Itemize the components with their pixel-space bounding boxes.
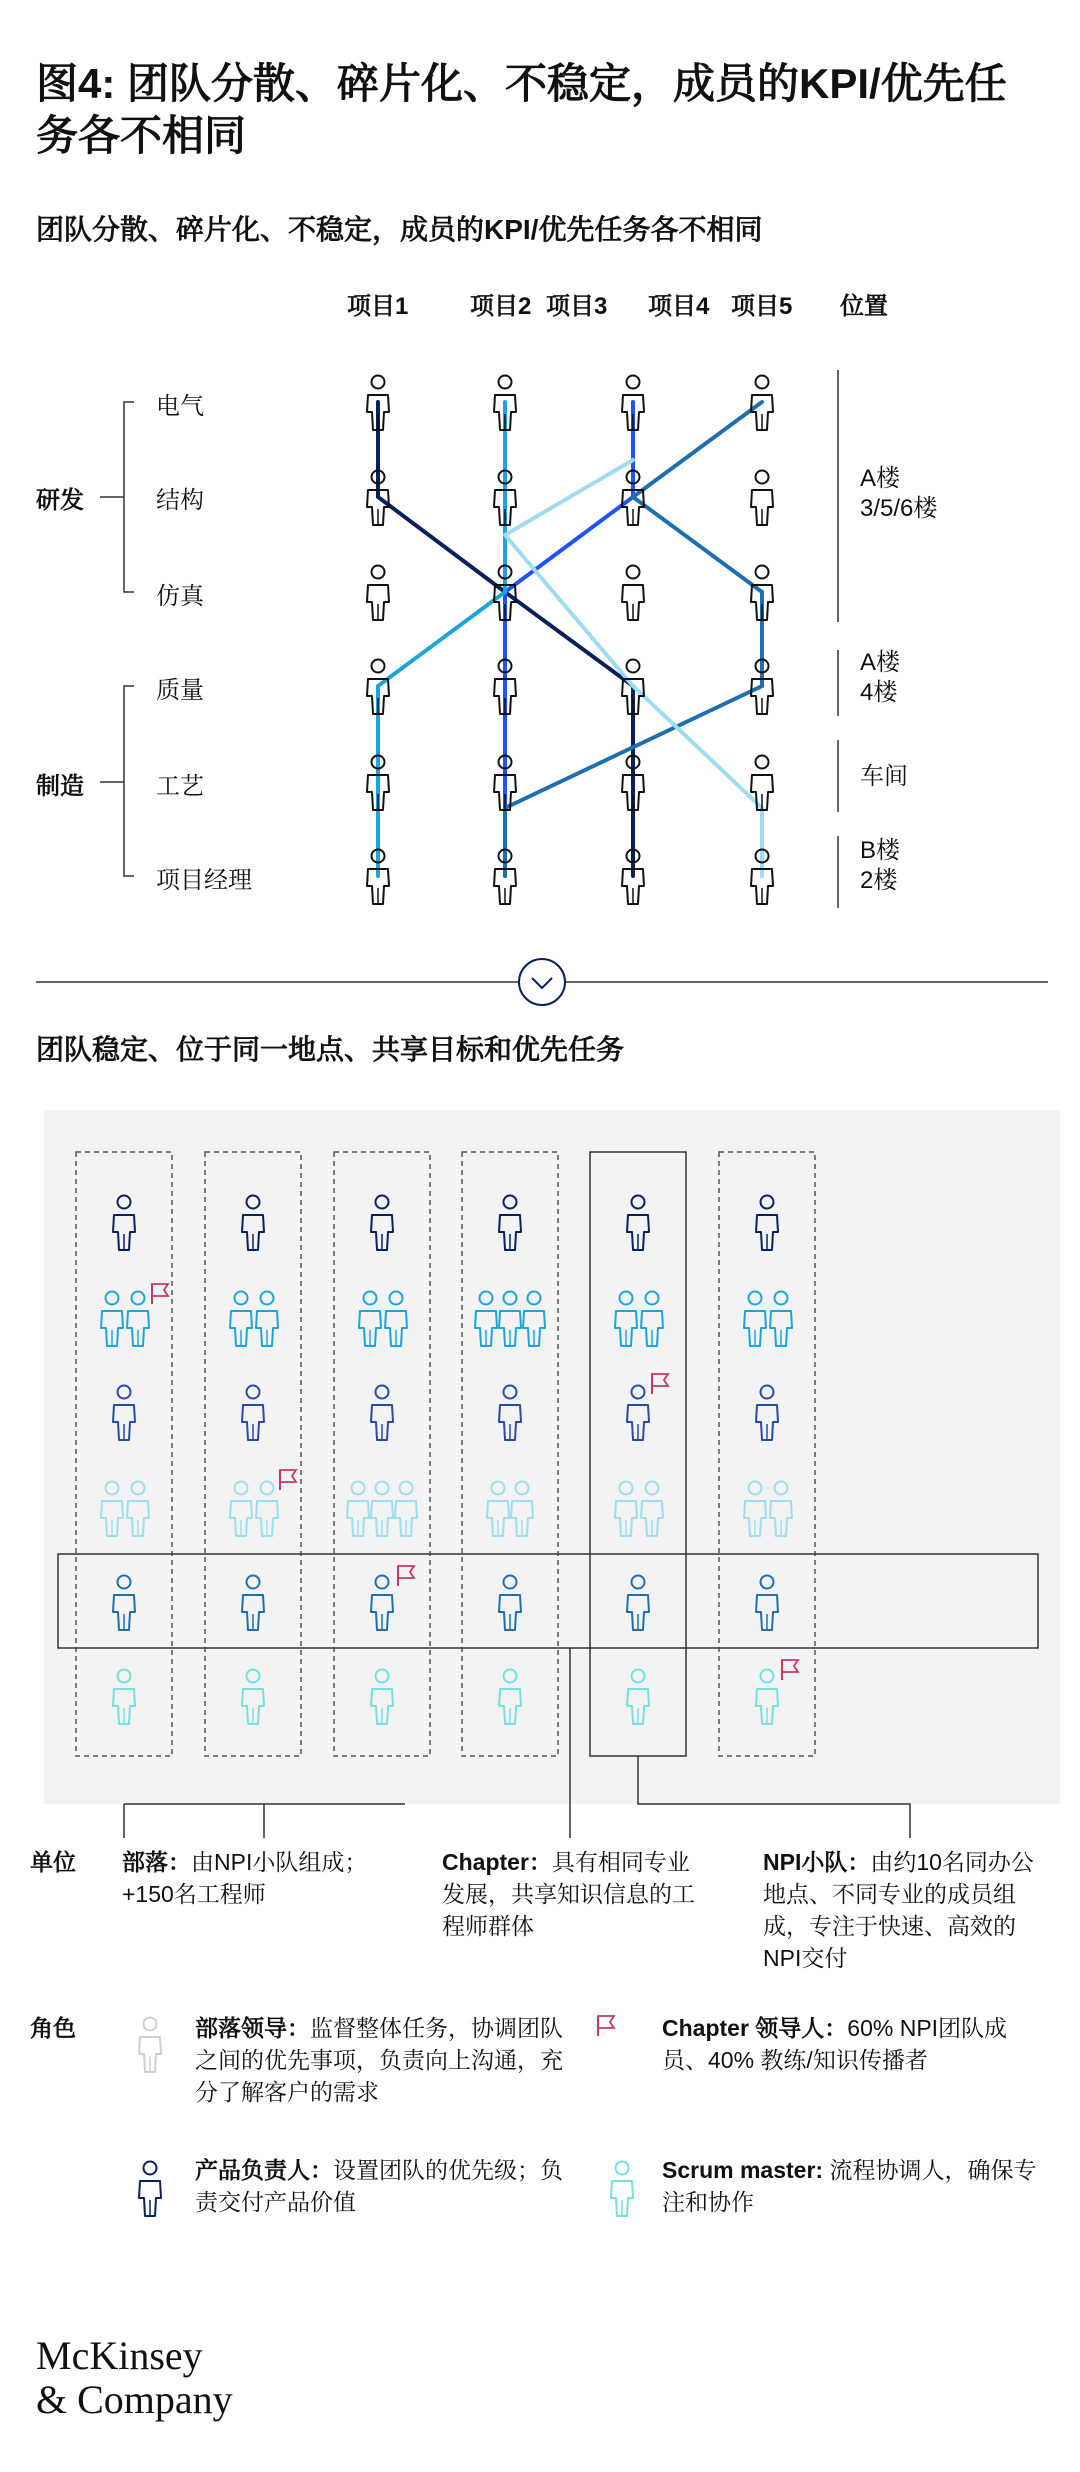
group-bracket-manufacturing bbox=[100, 686, 134, 876]
legend-chapter-lead: Chapter 领导人：60% NPI团队成员、40% 教练/知识传播者 bbox=[662, 2015, 1008, 2073]
section2-heading: 团队稳定、位于同一地点、共享目标和优先任务 bbox=[36, 1034, 625, 1065]
roles-label: 角色 bbox=[30, 2015, 76, 2041]
column-header-project3: 项目3 bbox=[546, 293, 608, 320]
unit-npi-squad: NPI小队：由约10名同办公地点、不同专业的成员组成，专注于快速、高效的NPI交付 bbox=[763, 1849, 1034, 1971]
chapter-lead-flag-icon bbox=[598, 2016, 614, 2036]
row-label-process: 工艺 bbox=[156, 773, 204, 800]
connection-lines bbox=[378, 402, 762, 876]
group-label-manufacturing: 制造 bbox=[36, 773, 84, 800]
location-building-a-rnd: A楼 3/5/6楼 bbox=[860, 465, 938, 522]
row-label-electrical: 电气 bbox=[156, 393, 204, 420]
units-label: 单位 bbox=[30, 1849, 76, 1875]
location-building-b: B楼 2楼 bbox=[860, 837, 901, 894]
location-building-a-4f: A楼 4楼 bbox=[860, 649, 901, 706]
location-workshop: 车间 bbox=[860, 763, 908, 790]
unit-chapter: Chapter：具有相同专业发展，共享知识信息的工程师群体 bbox=[442, 1849, 695, 1939]
section1-heading: 团队分散、碎片化、不稳定，成员的KPI/优先任务各不相同 bbox=[36, 214, 763, 245]
figure-title: 图4: 团队分散、碎片化、不稳定，成员的KPI/优先任务各不相同 bbox=[36, 60, 1007, 159]
column-header-location: 位置 bbox=[840, 293, 888, 320]
scrum-master-icon bbox=[611, 2162, 633, 2217]
row-label-project-manager: 项目经理 bbox=[156, 867, 252, 894]
tribe-background bbox=[44, 1110, 1060, 1804]
row-label-quality: 质量 bbox=[156, 677, 204, 704]
chevron-down-icon bbox=[519, 959, 565, 1005]
column-header-project5: 项目5 bbox=[731, 293, 793, 320]
row-label-structure: 结构 bbox=[156, 487, 204, 514]
column-header-project1: 项目1 bbox=[347, 293, 409, 320]
path-cyan bbox=[378, 402, 505, 876]
column-header-project4: 项目4 bbox=[648, 293, 710, 320]
legend-product-owner: 产品负责人：设置团队的优先级；负责交付产品价值 bbox=[195, 2157, 563, 2215]
unit-tribe: 部落：由NPI小队组成；+150名工程师 bbox=[122, 1849, 368, 1907]
legend-tribe-lead: 部落领导：监督整体任务，协调团队之间的优先事项，负责向上沟通，充分了解客户的需求 bbox=[195, 2015, 563, 2105]
mckinsey-logo: McKinsey & Company bbox=[36, 2333, 233, 2422]
column-header-project2: 项目2 bbox=[470, 293, 532, 320]
tribe-lead-icon bbox=[139, 2018, 161, 2073]
product-owner-icon bbox=[139, 2162, 161, 2217]
group-label-rnd: 研发 bbox=[36, 487, 84, 514]
row-label-simulation: 仿真 bbox=[156, 583, 204, 610]
group-bracket-rnd bbox=[100, 402, 134, 592]
legend-scrum-master: Scrum master: 流程协调人，确保专注和协作 bbox=[662, 2157, 1037, 2215]
